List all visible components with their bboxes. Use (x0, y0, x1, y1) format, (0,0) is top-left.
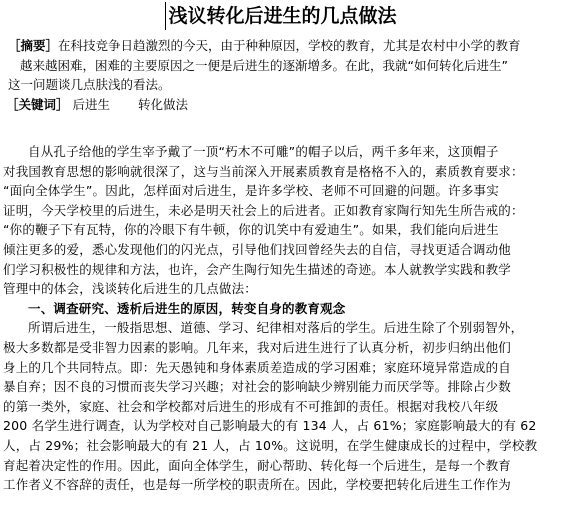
keyword-2: 转化做法 (138, 97, 189, 112)
body-text (3, 142, 559, 495)
abstract-line-3: 这一问题谈几点肤浅的看法。 (8, 77, 171, 92)
body-line: 人，占 29%；社会影响最大的有 21 人，占 10%。这说明，在学生健康成长的过程中，学校教 (3, 437, 538, 453)
abstract-line-2: 越来越困难，困难的主要原因之一便是后进生的逐渐增多。在此，我就“如何转化后进生” (20, 57, 508, 73)
body-line: 们学习积极性的规律和方法，也许，会产生陶行知先生描述的奇迹。本人就教学实践和教学 (3, 261, 512, 277)
body-line: “你的鞭子下有瓦特，你的冷眼下有牛顿，你的讥笑中有爱迪生”。如果，我们能向后进生 (3, 222, 499, 238)
abstract-text-1: 在科技竞争日趋激烈的今天，由于种种原因，学校的教育，尤其是农村中小学的教育 (58, 38, 521, 53)
keywords (6, 96, 188, 114)
body-line: 对我国教育思想的影响就很深了，这与当前深入开展素质教育是格格不入的，素质教育要求： (3, 163, 524, 179)
keywords-label: ［关键词］ (6, 97, 69, 112)
keyword-1: 后进生 (72, 97, 111, 112)
abstract (8, 36, 556, 95)
body-line: 倾注更多的爱，悉心发现他们的闪光点，引导他们找回曾经失去的自信，寻找更适合调动他 (3, 241, 512, 257)
body-line: “面向全体学生”。因此，怎样面对后进生，是许多学校、老师不可回避的问题。许多事实 (3, 183, 499, 199)
page-title: 浅议转化后进生的几点做法 (165, 2, 398, 30)
body-line: 证明，今天学校里的后进生，未必是明天社会上的后进者。正如教育家陶行知先生所告戒的： (3, 202, 524, 218)
abstract-line-1 (8, 36, 556, 56)
body-line: 所谓后进生，一般指思想、道德、学习、纪律相对落后的学生。后进生除了个别弱智外， (28, 320, 524, 336)
body-line: 育起着决定性的作用。因此，面向全体学生，耐心帮助、转化每一个后进生，是每一个教育 (3, 457, 512, 473)
abstract-label: ［摘要］ (8, 38, 59, 53)
body-line: 200 名学生进行调查，认为学校对自己影响最大的有 134 人，占 61%；家庭影响最大的有 62 (3, 418, 537, 434)
title-area (0, 2, 564, 30)
body-line: 的第一类外，家庭、社会和学校都对后进生的形成有不可推卸的责任。根据对我校八年级 (3, 398, 499, 414)
body-line: 极大多数都是受非智力因素的影响。几年来，我对后进生进行了认真分析，初步归纳出他们 (3, 339, 512, 355)
body-line: 暴自弃；因不良的习惯而丧失学习兴趣；对社会的影响缺少辨别能力而厌学等。排除占少数 (3, 379, 512, 395)
body-line: 身上的几个共同特点。即：先天愚钝和身体素质差造成的学习困难；家庭环境异常造成的自 (3, 359, 512, 375)
body-line: 管理中的体会，浅谈转化后进生的几点做法： (3, 281, 258, 297)
body-line: 工作者义不容辞的责任，也是每一所学校的职责所在。因此，学校要把转化后进生工作作为 (3, 477, 512, 493)
body-line: 自从孔子给他的学生宰予戴了一顶“朽木不可雕”的帽子以后，两千多年来，这顶帽子 (28, 144, 499, 159)
section-heading: 一、调查研究、透析后进生的原因，转变自身的教育观念 (28, 300, 346, 316)
